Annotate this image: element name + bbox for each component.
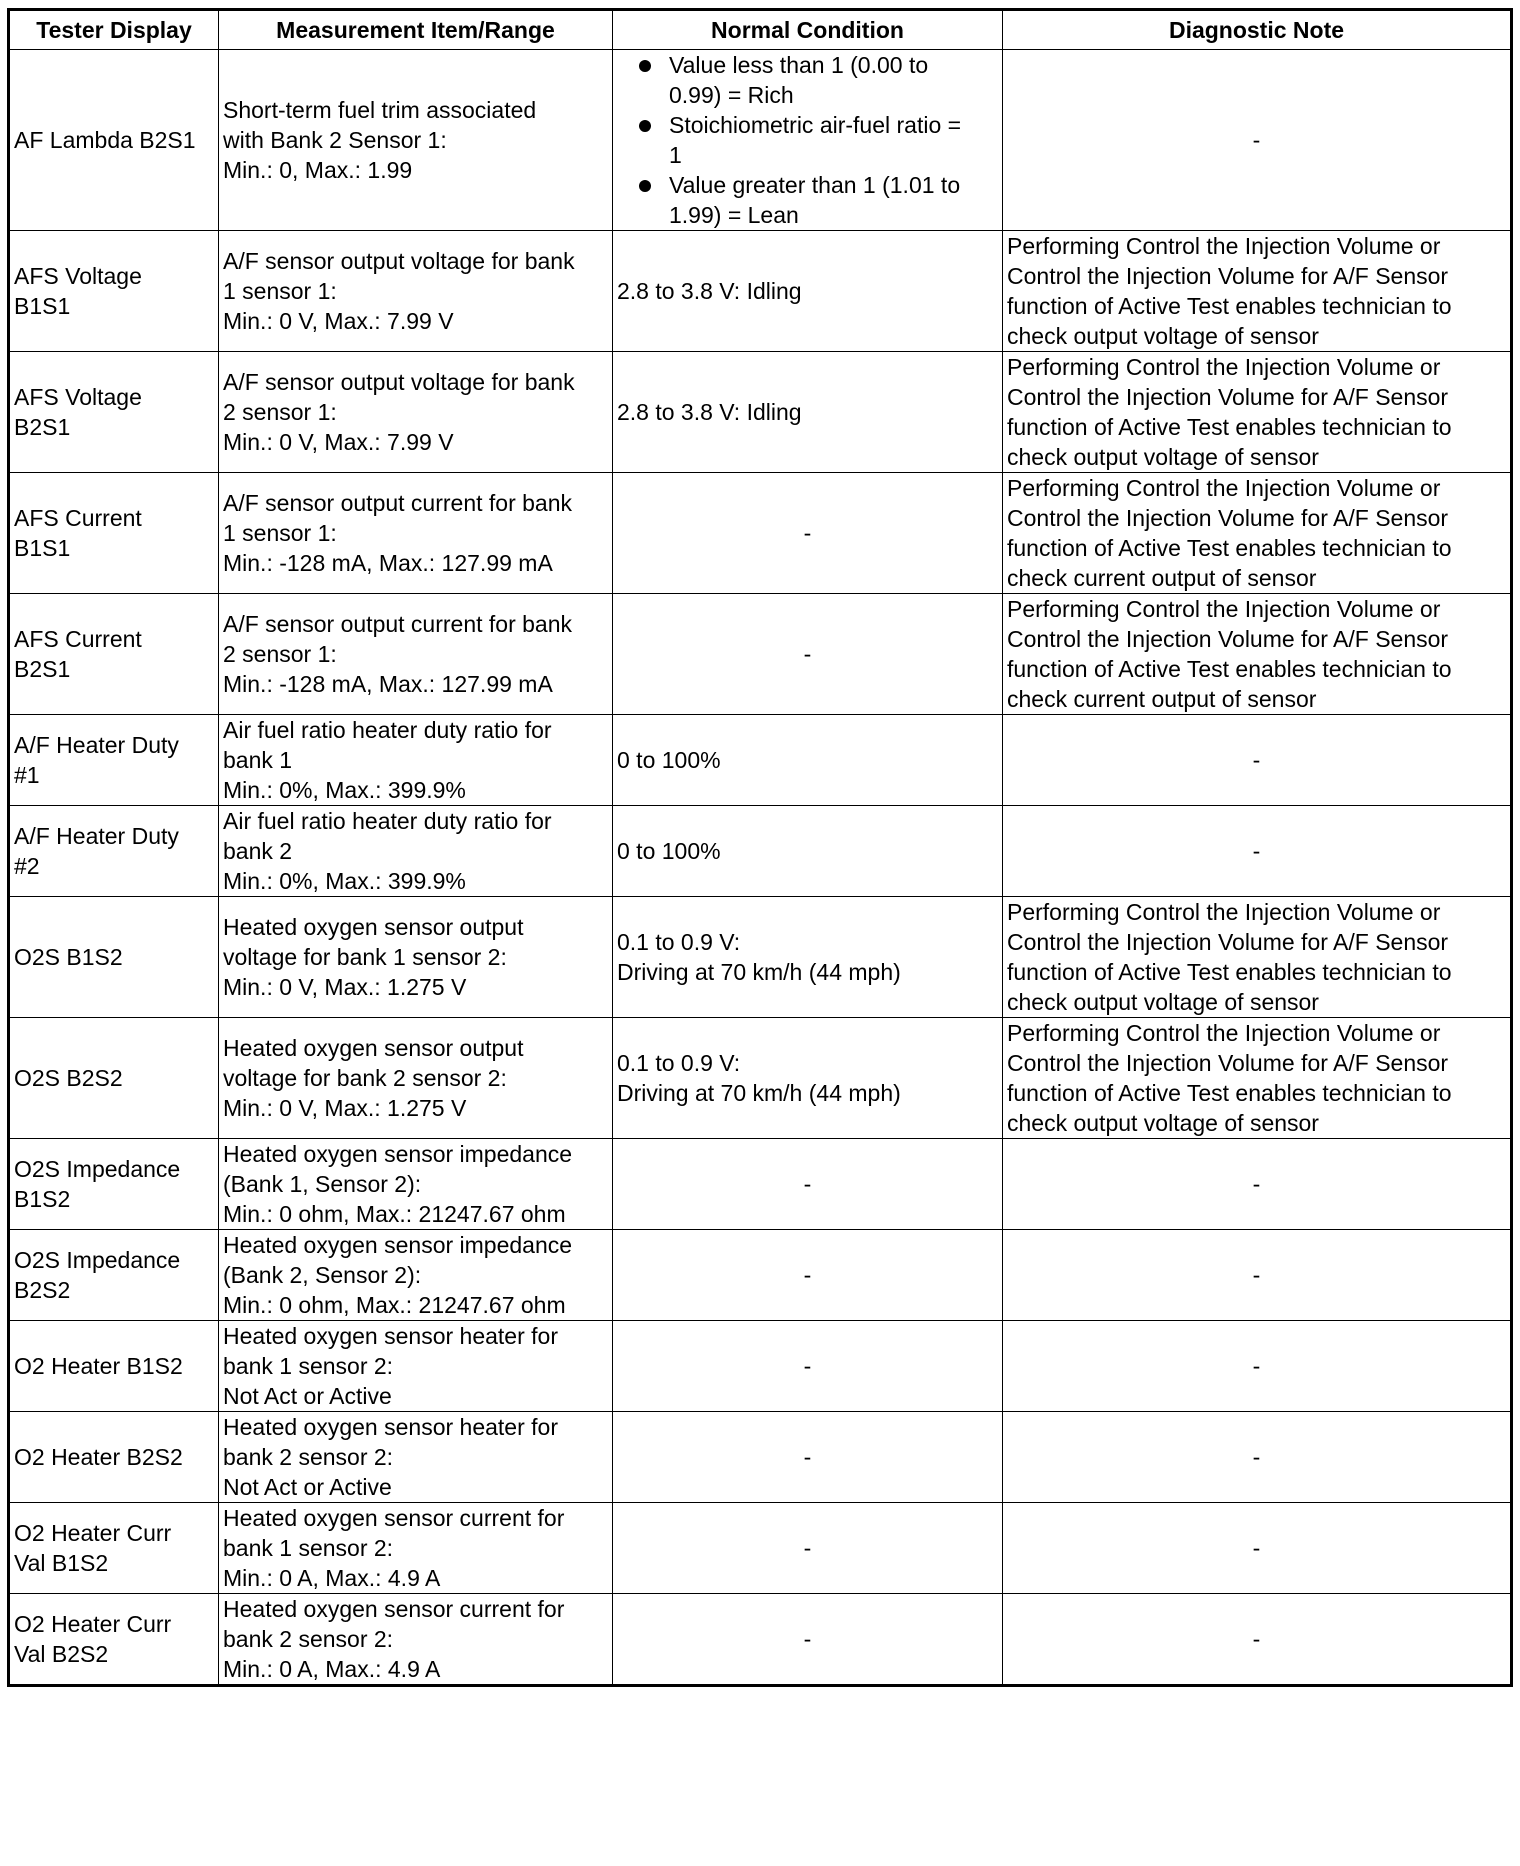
diagnostic-note-cell-line: Control the Injection Volume for A/F Sensor xyxy=(1007,384,1449,410)
normal-condition-cell-line: Driving at 70 km/h (44 mph) xyxy=(617,1080,901,1106)
diagnostic-note-cell-line: function of Active Test enables technician to xyxy=(1007,535,1452,561)
normal-condition-cell-line: - xyxy=(803,1353,812,1379)
measurement-item-cell-line: A/F sensor output current for bank xyxy=(223,611,573,637)
diagnostic-note-cell-line: Performing Control the Injection Volume or xyxy=(1007,233,1441,259)
tester-display-cell-line: #1 xyxy=(14,762,40,788)
tester-display-cell xyxy=(9,1412,219,1503)
table-row xyxy=(9,1412,1512,1503)
normal-condition-cell xyxy=(613,50,1003,231)
header-normal-condition: Normal Condition xyxy=(613,10,1003,50)
tester-display-cell-line: AFS Current xyxy=(14,626,142,652)
measurement-item-cell-line: 2 sensor 1: xyxy=(223,641,337,667)
measurement-item-cell-line: bank 2 xyxy=(223,838,293,864)
diagnostic-note-cell xyxy=(1003,1321,1512,1412)
measurement-item-cell-line: bank 2 sensor 2: xyxy=(223,1626,394,1652)
diagnostic-note-cell-line: check current output of sensor xyxy=(1007,686,1317,712)
tester-display-cell-line: A/F Heater Duty xyxy=(14,823,179,849)
normal-condition-cell-line: 0.1 to 0.9 V: xyxy=(617,1050,741,1076)
measurement-item-cell xyxy=(219,715,613,806)
diagnostic-note-cell xyxy=(1003,473,1512,594)
normal-condition-bullet-line: Value less than 1 (0.00 to xyxy=(669,52,929,78)
diagnostic-note-cell-line: Control the Injection Volume for A/F Sensor xyxy=(1007,1050,1449,1076)
diagnostic-note-cell-line: function of Active Test enables technician to xyxy=(1007,1080,1452,1106)
diagnostic-note-cell-line: Performing Control the Injection Volume or xyxy=(1007,899,1441,925)
normal-condition-cell-line: Driving at 70 km/h (44 mph) xyxy=(617,959,901,985)
diagnostic-note-cell-line: Control the Injection Volume for A/F Sensor xyxy=(1007,929,1449,955)
table-row xyxy=(9,1321,1512,1412)
tester-display-cell-line: B1S1 xyxy=(14,535,71,561)
normal-condition-cell-line: 0 to 100% xyxy=(617,747,721,773)
measurement-item-cell-line: Heated oxygen sensor current for xyxy=(223,1596,565,1622)
tester-display-cell-line: Val B2S2 xyxy=(14,1641,109,1667)
measurement-item-cell-line: Min.: -128 mA, Max.: 127.99 mA xyxy=(223,550,553,576)
table-row xyxy=(9,1594,1512,1686)
diagnostic-note-cell xyxy=(1003,806,1512,897)
tester-display-cell-line: AFS Current xyxy=(14,505,142,531)
tester-display-cell-line: AF Lambda B2S1 xyxy=(14,127,196,153)
diagnostic-note-cell-line: - xyxy=(1252,838,1261,864)
diagnostic-note-cell-line: Control the Injection Volume for A/F Sensor xyxy=(1007,263,1449,289)
measurement-item-cell-line: Min.: 0 V, Max.: 7.99 V xyxy=(223,429,454,455)
table-body xyxy=(9,50,1512,1686)
diagnostic-note-cell-line: Control the Injection Volume for A/F Sensor xyxy=(1007,626,1449,652)
table-row xyxy=(9,897,1512,1018)
measurement-item-cell xyxy=(219,1321,613,1412)
tester-display-cell-line: O2 Heater B1S2 xyxy=(14,1353,183,1379)
diagnostic-note-cell-line: - xyxy=(1252,1353,1261,1379)
header-row xyxy=(9,10,1512,50)
normal-condition-bullet-line: 1 xyxy=(669,142,682,168)
measurement-item-cell-line: Air fuel ratio heater duty ratio for xyxy=(223,717,552,743)
measurement-item-cell-line: 1 sensor 1: xyxy=(223,278,337,304)
table-row xyxy=(9,1018,1512,1139)
measurement-item-cell-line: Min.: 0 V, Max.: 7.99 V xyxy=(223,308,454,334)
tester-display-cell xyxy=(9,1321,219,1412)
diagnostic-note-cell-line: - xyxy=(1252,1262,1261,1288)
diagnostic-note-cell-line: check output voltage of sensor xyxy=(1007,444,1319,470)
diagnostic-note-cell-line: - xyxy=(1252,1171,1261,1197)
normal-condition-cell-line: - xyxy=(803,1626,812,1652)
tester-display-cell-line: O2S B2S2 xyxy=(14,1065,123,1091)
header-tester-display: Tester Display xyxy=(9,10,219,50)
measurement-item-cell xyxy=(219,1594,613,1686)
normal-condition-cell xyxy=(613,1503,1003,1594)
measurement-item-cell xyxy=(219,1018,613,1139)
normal-condition-cell xyxy=(613,231,1003,352)
normal-condition-cell-line: - xyxy=(803,520,812,546)
tester-display-cell-line: A/F Heater Duty xyxy=(14,732,179,758)
diagnostic-note-cell-line: - xyxy=(1252,1444,1261,1470)
measurement-item-cell-line: A/F sensor output voltage for bank xyxy=(223,248,575,274)
measurement-item-cell-line: bank 1 sensor 2: xyxy=(223,1535,394,1561)
normal-condition-cell xyxy=(613,594,1003,715)
normal-condition-cell-line: 2.8 to 3.8 V: Idling xyxy=(617,399,802,425)
diagnostic-note-cell-line: - xyxy=(1252,747,1261,773)
normal-condition-cell xyxy=(613,806,1003,897)
normal-condition-cell-line: - xyxy=(803,1444,812,1470)
diagnostic-note-cell-line: check output voltage of sensor xyxy=(1007,323,1319,349)
diagnostic-note-cell xyxy=(1003,594,1512,715)
measurement-item-cell-line: Min.: 0%, Max.: 399.9% xyxy=(223,868,466,894)
diagnostic-note-cell-line: Performing Control the Injection Volume or xyxy=(1007,1020,1441,1046)
diagnostic-note-cell-line: Performing Control the Injection Volume or xyxy=(1007,354,1441,380)
measurement-item-cell-line: Min.: 0 A, Max.: 4.9 A xyxy=(223,1656,441,1682)
diagnostic-note-cell xyxy=(1003,50,1512,231)
table-row xyxy=(9,231,1512,352)
normal-condition-cell xyxy=(613,1594,1003,1686)
normal-condition-bullet-item xyxy=(637,110,998,170)
measurement-item-cell-line: bank 2 sensor 2: xyxy=(223,1444,394,1470)
measurement-item-cell-line: Heated oxygen sensor heater for xyxy=(223,1414,558,1440)
diagnostic-note-cell xyxy=(1003,1412,1512,1503)
diagnostic-note-cell-line: function of Active Test enables technician to xyxy=(1007,414,1452,440)
measurement-item-cell-line: Heated oxygen sensor impedance xyxy=(223,1232,573,1258)
tester-display-cell xyxy=(9,1594,219,1686)
normal-condition-cell-line: - xyxy=(803,641,812,667)
normal-condition-cell xyxy=(613,1412,1003,1503)
tester-display-cell-line: B2S1 xyxy=(14,414,71,440)
measurement-item-cell-line: (Bank 2, Sensor 2): xyxy=(223,1262,422,1288)
table-row xyxy=(9,50,1512,231)
measurement-item-cell xyxy=(219,1412,613,1503)
normal-condition-cell xyxy=(613,352,1003,473)
normal-condition-cell xyxy=(613,1321,1003,1412)
measurement-item-cell-line: bank 1 xyxy=(223,747,293,773)
tester-display-cell xyxy=(9,594,219,715)
measurement-item-cell-line: Heated oxygen sensor impedance xyxy=(223,1141,573,1167)
measurement-item-cell xyxy=(219,897,613,1018)
normal-condition-cell xyxy=(613,897,1003,1018)
diagnostic-note-cell-line: Performing Control the Injection Volume or xyxy=(1007,596,1441,622)
measurement-item-cell-line: 1 sensor 1: xyxy=(223,520,337,546)
diagnostic-note-cell-line: function of Active Test enables technician to xyxy=(1007,293,1452,319)
diagnostic-note-cell-line: check output voltage of sensor xyxy=(1007,1110,1319,1136)
tester-display-cell-line: B2S2 xyxy=(14,1277,71,1303)
diagnostic-note-cell xyxy=(1003,1503,1512,1594)
table-row xyxy=(9,594,1512,715)
tester-display-cell-line: O2 Heater Curr xyxy=(14,1611,172,1637)
diagnostic-note-cell xyxy=(1003,1018,1512,1139)
normal-condition-cell-line: 2.8 to 3.8 V: Idling xyxy=(617,278,802,304)
tester-display-cell xyxy=(9,50,219,231)
diagnostic-note-cell-line: Control the Injection Volume for A/F Sensor xyxy=(1007,505,1449,531)
measurement-item-cell-line: Short-term fuel trim associated xyxy=(223,97,537,123)
diagnostic-note-cell-line: check current output of sensor xyxy=(1007,565,1317,591)
tester-display-cell-line: O2 Heater Curr xyxy=(14,1520,172,1546)
measurement-item-cell-line: Min.: 0 ohm, Max.: 21247.67 ohm xyxy=(223,1201,566,1227)
tester-display-cell-line: O2S Impedance xyxy=(14,1247,181,1273)
measurement-item-cell-line: voltage for bank 1 sensor 2: xyxy=(223,944,507,970)
normal-condition-bullet-item xyxy=(637,170,998,230)
diagnostic-note-cell xyxy=(1003,715,1512,806)
normal-condition-cell-line: - xyxy=(803,1535,812,1561)
measurement-item-cell xyxy=(219,806,613,897)
measurement-item-cell-line: 2 sensor 1: xyxy=(223,399,337,425)
diagnostic-note-cell-line: - xyxy=(1252,127,1261,153)
measurement-item-cell-line: Air fuel ratio heater duty ratio for xyxy=(223,808,552,834)
diagnostic-note-cell-line: function of Active Test enables technician to xyxy=(1007,959,1452,985)
tester-display-cell xyxy=(9,1139,219,1230)
table-row xyxy=(9,1230,1512,1321)
normal-condition-cell xyxy=(613,715,1003,806)
tester-display-cell-line: AFS Voltage xyxy=(14,263,142,289)
normal-condition-cell-line: - xyxy=(803,1171,812,1197)
normal-condition-cell-line: - xyxy=(803,1262,812,1288)
normal-condition-list xyxy=(617,50,998,230)
measurement-item-cell-line: Min.: -128 mA, Max.: 127.99 mA xyxy=(223,671,553,697)
tester-display-cell-line: Val B1S2 xyxy=(14,1550,109,1576)
header-measurement-item: Measurement Item/Range xyxy=(219,10,613,50)
measurement-item-cell xyxy=(219,50,613,231)
diagnostic-note-cell-line: Performing Control the Injection Volume or xyxy=(1007,475,1441,501)
tester-display-cell xyxy=(9,806,219,897)
normal-condition-bullet-line: 1.99) = Lean xyxy=(669,202,799,228)
normal-condition-bullet-item xyxy=(637,50,998,110)
tester-display-cell xyxy=(9,1503,219,1594)
measurement-item-cell-line: Heated oxygen sensor heater for xyxy=(223,1323,558,1349)
normal-condition-cell xyxy=(613,1139,1003,1230)
tester-display-cell-line: B1S1 xyxy=(14,293,71,319)
normal-condition-cell-line: 0 to 100% xyxy=(617,838,721,864)
measurement-item-cell-line: Min.: 0 V, Max.: 1.275 V xyxy=(223,974,467,1000)
measurement-item-cell-line: Min.: 0 V, Max.: 1.275 V xyxy=(223,1095,467,1121)
table-row xyxy=(9,1503,1512,1594)
measurement-item-cell-line: Min.: 0 ohm, Max.: 21247.67 ohm xyxy=(223,1292,566,1318)
normal-condition-bullet-line: 0.99) = Rich xyxy=(669,82,794,108)
measurement-item-cell-line: Not Act or Active xyxy=(223,1474,392,1500)
measurement-item-cell xyxy=(219,1139,613,1230)
table-row xyxy=(9,806,1512,897)
diagnostic-note-cell xyxy=(1003,352,1512,473)
tester-display-cell xyxy=(9,897,219,1018)
measurement-item-cell-line: (Bank 1, Sensor 2): xyxy=(223,1171,422,1197)
tester-display-cell xyxy=(9,1230,219,1321)
tester-display-cell-line: O2 Heater B2S2 xyxy=(14,1444,183,1470)
normal-condition-cell-line: 0.1 to 0.9 V: xyxy=(617,929,741,955)
table-row xyxy=(9,715,1512,806)
measurement-item-cell xyxy=(219,473,613,594)
tester-display-cell-line: O2S B1S2 xyxy=(14,944,123,970)
normal-condition-cell xyxy=(613,473,1003,594)
tester-display-cell-line: B2S1 xyxy=(14,656,71,682)
measurement-item-cell xyxy=(219,352,613,473)
tester-display-cell-line: #2 xyxy=(14,853,40,879)
measurement-item-cell-line: Heated oxygen sensor output xyxy=(223,1035,524,1061)
diagnostic-note-cell xyxy=(1003,1230,1512,1321)
diagnostic-note-cell xyxy=(1003,1594,1512,1686)
measurement-item-cell-line: Min.: 0 A, Max.: 4.9 A xyxy=(223,1565,441,1591)
tester-display-cell xyxy=(9,1018,219,1139)
measurement-item-cell-line: A/F sensor output voltage for bank xyxy=(223,369,575,395)
measurement-item-cell xyxy=(219,1230,613,1321)
diagnostic-note-cell-line: function of Active Test enables technician to xyxy=(1007,656,1452,682)
table-row xyxy=(9,1139,1512,1230)
table-row xyxy=(9,352,1512,473)
header-diagnostic-note: Diagnostic Note xyxy=(1003,10,1512,50)
diagnostic-note-cell-line: check output voltage of sensor xyxy=(1007,989,1319,1015)
tester-display-cell-line: B1S2 xyxy=(14,1186,71,1212)
tester-display-cell xyxy=(9,231,219,352)
measurement-item-cell-line: Not Act or Active xyxy=(223,1383,392,1409)
measurement-item-cell xyxy=(219,231,613,352)
tester-display-cell-line: O2S Impedance xyxy=(14,1156,181,1182)
measurement-item-cell-line: Heated oxygen sensor output xyxy=(223,914,524,940)
tester-display-cell xyxy=(9,352,219,473)
tester-display-cell xyxy=(9,715,219,806)
normal-condition-cell xyxy=(613,1018,1003,1139)
measurement-item-cell xyxy=(219,594,613,715)
diagnostic-note-cell-line: - xyxy=(1252,1535,1261,1561)
diagnostic-note-cell xyxy=(1003,1139,1512,1230)
tester-display-cell-line: AFS Voltage xyxy=(14,384,142,410)
measurement-item-cell xyxy=(219,1503,613,1594)
diagnostic-note-cell xyxy=(1003,231,1512,352)
measurement-item-cell-line: Min.: 0, Max.: 1.99 xyxy=(223,157,413,183)
normal-condition-bullet-line: Value greater than 1 (1.01 to xyxy=(669,172,961,198)
measurement-item-cell-line: A/F sensor output current for bank xyxy=(223,490,573,516)
measurement-item-cell-line: Min.: 0%, Max.: 399.9% xyxy=(223,777,466,803)
measurement-item-cell-line: Heated oxygen sensor current for xyxy=(223,1505,565,1531)
tester-display-cell xyxy=(9,473,219,594)
normal-condition-bullet-line: Stoichiometric air-fuel ratio = xyxy=(669,112,962,138)
normal-condition-cell xyxy=(613,1230,1003,1321)
diagnostic-note-cell xyxy=(1003,897,1512,1018)
measurement-item-cell-line: voltage for bank 2 sensor 2: xyxy=(223,1065,507,1091)
data-list-table xyxy=(7,8,1513,1687)
diagnostic-note-cell-line: - xyxy=(1252,1626,1261,1652)
measurement-item-cell-line: with Bank 2 Sensor 1: xyxy=(223,127,447,153)
table-row xyxy=(9,473,1512,594)
measurement-item-cell-line: bank 1 sensor 2: xyxy=(223,1353,394,1379)
